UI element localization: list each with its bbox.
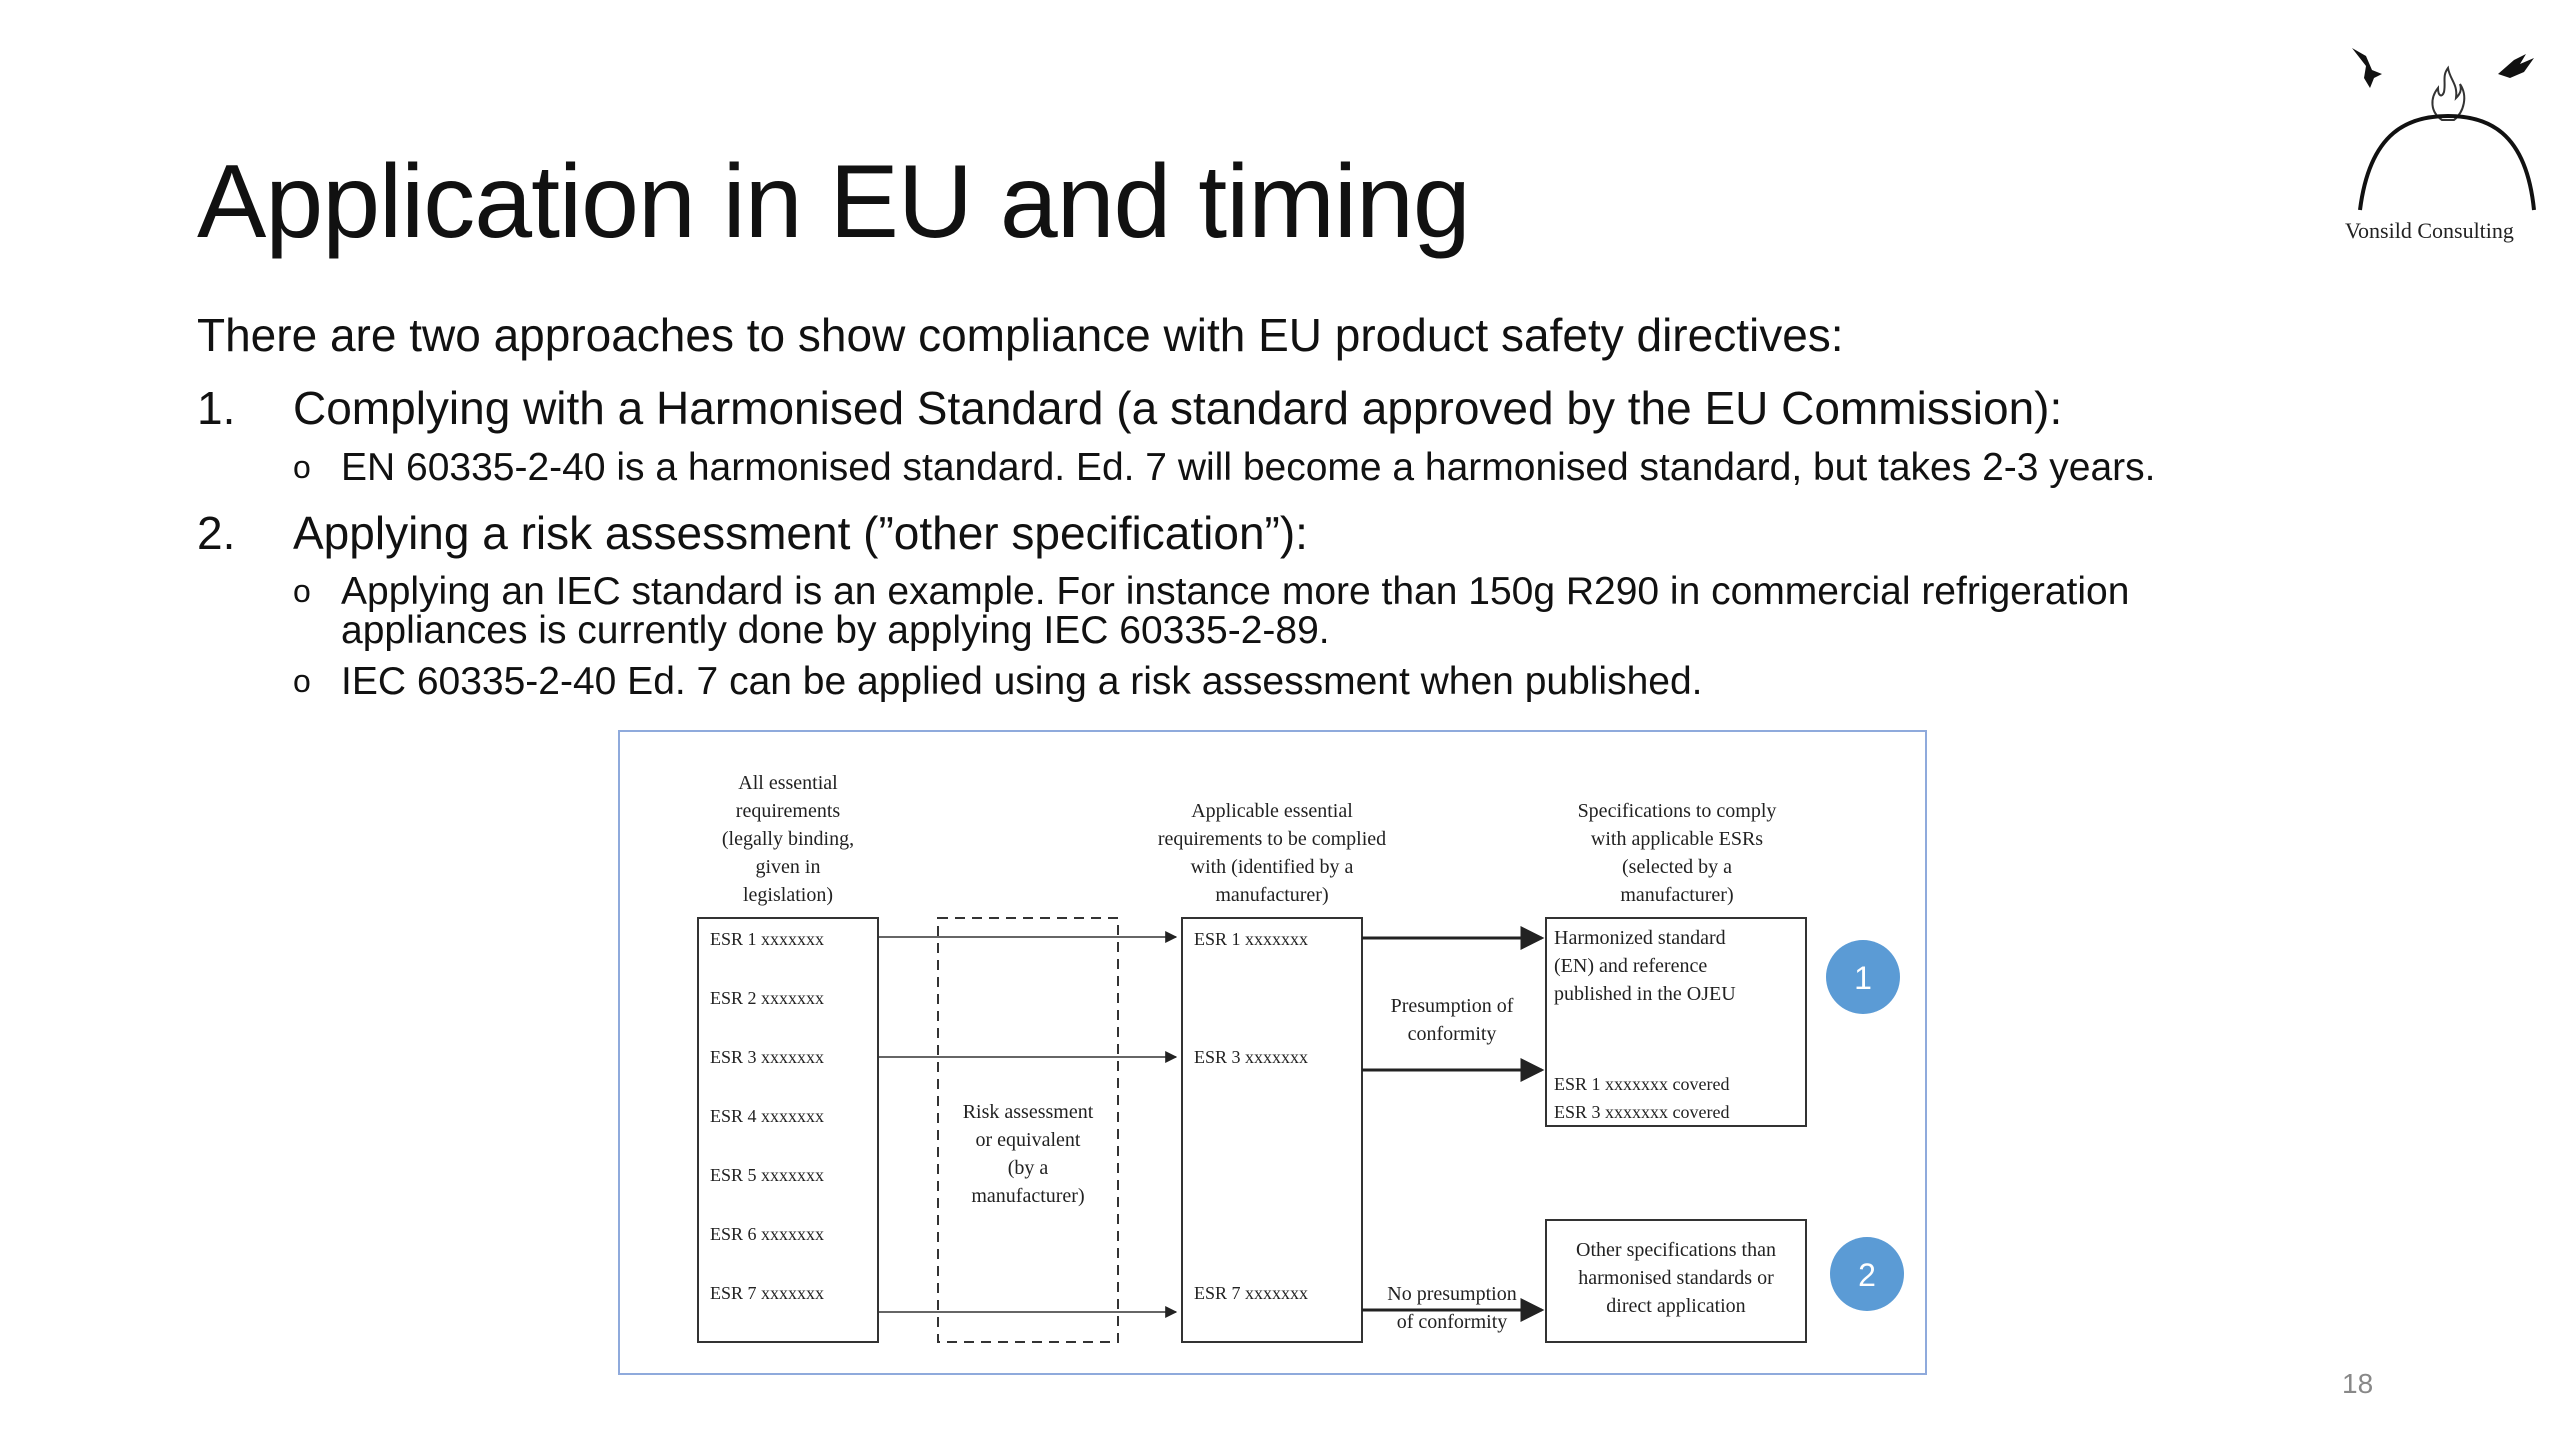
- approach-1-subitem-1: [293, 448, 2293, 487]
- no-presumption-label: [1387, 1283, 1516, 1333]
- item-text: Applying a risk assessment (”other specification”):: [293, 507, 1308, 559]
- svg-text:given in: given in: [755, 856, 821, 878]
- svg-text:published in the OJEU: published in the OJEU: [1554, 983, 1736, 1005]
- svg-text:Harmonized standard: Harmonized standard: [1554, 927, 1726, 949]
- svg-text:with applicable ESRs: with applicable ESRs: [1590, 828, 1764, 850]
- svg-text:Specifications to comply: Specifications to comply: [1577, 800, 1777, 822]
- svg-text:ESR 3 xxxxxxx: ESR 3 xxxxxxx: [710, 1047, 825, 1067]
- svg-text:No presumption: No presumption: [1387, 1283, 1517, 1305]
- svg-text:(EN) and reference: (EN) and reference: [1554, 955, 1708, 977]
- svg-text:legislation): legislation): [743, 884, 833, 906]
- approach-item-2: [197, 507, 1308, 559]
- svg-text:manufacturer): manufacturer): [971, 1185, 1085, 1207]
- svg-text:Applicable essential: Applicable essential: [1191, 800, 1353, 822]
- col2-items: [1194, 929, 1308, 1303]
- bird-left-icon: [2352, 48, 2382, 88]
- subitem-text: IEC 60335-2-40 Ed. 7 can be applied using a risk assessment when published.: [341, 660, 1703, 703]
- svg-text:conformity: conformity: [1407, 1023, 1497, 1045]
- svg-text:All essential: All essential: [738, 772, 838, 794]
- svg-text:(selected by a: (selected by a: [1622, 856, 1732, 878]
- item-text: Complying with a Harmonised Standard (a standard approved by the EU Commission):: [293, 382, 2063, 434]
- logo-text: Vonsild Consulting: [2345, 218, 2514, 243]
- flame-icon: [2432, 68, 2464, 120]
- slide-title: Application in EU and timing: [197, 144, 1470, 260]
- svg-text:Presumption of: Presumption of: [1390, 995, 1514, 1017]
- subitem-text: EN 60335-2-40 is a harmonised standard. Ed. 7 will become a harmonised standard, but takes 2-3 years.: [341, 446, 2156, 489]
- bullet-icon: o: [293, 449, 311, 485]
- svg-text:ESR 6 xxxxxxx: ESR 6 xxxxxxx: [710, 1224, 825, 1244]
- svg-text:ESR 1 xxxxxxx: ESR 1 xxxxxxx: [710, 929, 825, 949]
- other-specifications-text: [1576, 1239, 1776, 1317]
- svg-text:manufacturer): manufacturer): [1620, 884, 1734, 906]
- compliance-diagram: [618, 730, 1927, 1375]
- harmonized-standard-box: [1546, 918, 1806, 1126]
- col2-header: [1158, 800, 1386, 906]
- col1-items: [710, 929, 824, 1303]
- svg-text:manufacturer): manufacturer): [1215, 884, 1329, 906]
- svg-text:1: 1: [1854, 960, 1872, 996]
- svg-text:direct application: direct application: [1606, 1295, 1746, 1317]
- svg-text:of conformity: of conformity: [1396, 1311, 1508, 1333]
- svg-text:harmonised standards or: harmonised standards or: [1578, 1267, 1774, 1289]
- col2-box: [1182, 918, 1362, 1342]
- risk-assessment-text: [963, 1101, 1094, 1207]
- svg-text:ESR 3 xxxxxxx covered: ESR 3 xxxxxxx covered: [1554, 1102, 1730, 1122]
- svg-text:ESR 7 xxxxxxx: ESR 7 xxxxxxx: [710, 1283, 825, 1303]
- svg-text:ESR 1 xxxxxxx: ESR 1 xxxxxxx: [1194, 929, 1309, 949]
- item-number: 1.: [197, 382, 236, 434]
- svg-text:with (identified by a: with (identified by a: [1190, 856, 1354, 878]
- svg-text:2: 2: [1858, 1257, 1876, 1293]
- svg-text:ESR 1 xxxxxxx covered: ESR 1 xxxxxxx covered: [1554, 1074, 1730, 1094]
- bird-right-icon: [2498, 54, 2534, 78]
- approach-item-1: [197, 382, 2063, 434]
- arch-icon: [2360, 116, 2534, 210]
- svg-text:ESR 5 xxxxxxx: ESR 5 xxxxxxx: [710, 1165, 825, 1185]
- approach-2-subitem-1: [293, 572, 2293, 650]
- svg-text:or equivalent: or equivalent: [975, 1129, 1081, 1151]
- col1-box: [698, 918, 878, 1342]
- bullet-icon: o: [293, 663, 311, 699]
- bullet-icon: o: [293, 573, 311, 609]
- subitem-text: Applying an IEC standard is an example. For instance more than 150g R290 in commercial refrigeration appliances is currently done by applying IEC 60335-2-89.: [341, 570, 2130, 652]
- svg-text:ESR 2 xxxxxxx: ESR 2 xxxxxxx: [710, 988, 825, 1008]
- item-number: 2.: [197, 507, 236, 559]
- col1-header: [722, 772, 854, 906]
- svg-text:Risk assessment: Risk assessment: [962, 1101, 1094, 1123]
- presumption-label: [1391, 995, 1514, 1045]
- svg-text:(legally binding,: (legally binding,: [721, 828, 855, 850]
- badge-1: [1826, 940, 1900, 1014]
- svg-text:requirements to be complied: requirements to be complied: [1157, 828, 1387, 850]
- approach-2-subitem-2: [293, 662, 2293, 701]
- intro-text: There are two approaches to show compliance with EU product safety directives:: [197, 309, 1844, 361]
- harmonized-standard-text: [1554, 927, 1736, 1122]
- svg-text:ESR 4 xxxxxxx: ESR 4 xxxxxxx: [710, 1106, 825, 1126]
- page-number: 18: [2342, 1368, 2374, 1399]
- svg-text:(by a: (by a: [1007, 1157, 1049, 1179]
- svg-text:ESR 7 xxxxxxx: ESR 7 xxxxxxx: [1194, 1283, 1309, 1303]
- svg-text:ESR 3 xxxxxxx: ESR 3 xxxxxxx: [1194, 1047, 1309, 1067]
- svg-text:requirements: requirements: [735, 800, 841, 822]
- col3-header: [1578, 800, 1777, 906]
- svg-text:Other specifications than: Other specifications than: [1576, 1239, 1776, 1261]
- badge-2: [1830, 1237, 1904, 1311]
